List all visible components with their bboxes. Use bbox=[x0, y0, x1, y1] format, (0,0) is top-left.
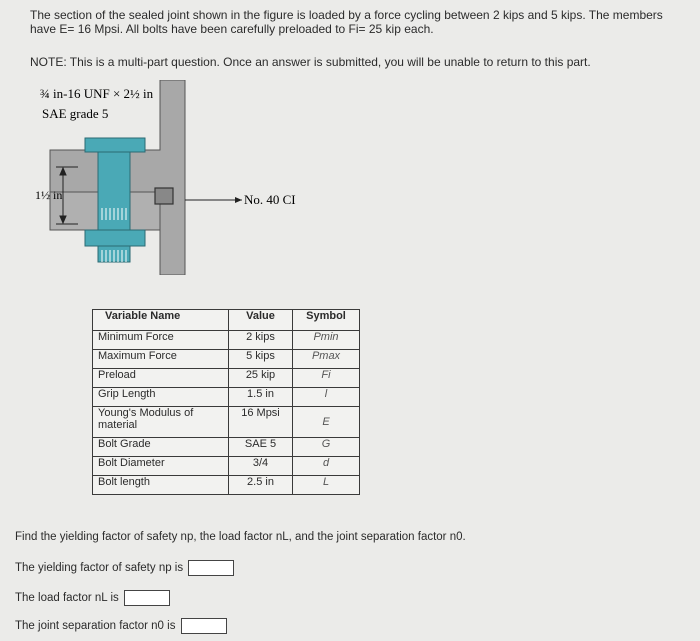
table-row bbox=[93, 369, 360, 388]
nut-icon bbox=[85, 230, 145, 246]
row-symbol: Fi bbox=[293, 369, 360, 388]
row-symbol: L bbox=[293, 476, 360, 495]
load-factor-input[interactable] bbox=[124, 590, 170, 606]
grade-label: SAE grade 5 bbox=[42, 106, 109, 121]
question-load-factor bbox=[15, 590, 170, 606]
row-value: 16 Mpsi bbox=[229, 407, 293, 438]
row-symbol: G bbox=[293, 438, 360, 457]
header-value: Value bbox=[229, 310, 293, 331]
question-separation-label: The joint separation factor n0 is bbox=[15, 620, 176, 633]
table-row bbox=[93, 388, 360, 407]
problem-line-2: have E= 16 Mpsi. All bolts have been carefully preloaded to Fi= 25 kip each. bbox=[30, 22, 434, 36]
table-row bbox=[93, 350, 360, 369]
question-load-label: The load factor nL is bbox=[15, 592, 119, 605]
row-name: Preload bbox=[93, 369, 229, 388]
table-row bbox=[93, 457, 360, 476]
row-name: Minimum Force bbox=[93, 331, 229, 350]
row-value: SAE 5 bbox=[229, 438, 293, 457]
note-text: NOTE: This is a multi-part question. Once an answer is submitted, you will be unable to return to this part. bbox=[30, 55, 591, 69]
bolted-joint-figure bbox=[30, 80, 360, 280]
row-value: 3/4 bbox=[229, 457, 293, 476]
question-yield-label: The yielding factor of safety np is bbox=[15, 562, 184, 575]
row-name: Grip Length bbox=[93, 388, 229, 407]
row-value: 5 kips bbox=[229, 350, 293, 369]
row-value: 2.5 in bbox=[229, 476, 293, 495]
question-separation-factor bbox=[15, 618, 227, 634]
row-value: 25 kip bbox=[229, 369, 293, 388]
row-symbol: d bbox=[293, 457, 360, 476]
header-symbol: Symbol bbox=[293, 310, 360, 331]
gasket-square-icon bbox=[155, 188, 173, 204]
grip-label: 1½ in bbox=[35, 188, 63, 202]
bolt-spec-label: ¾ in-16 UNF × 2½ in bbox=[40, 86, 154, 101]
bolt-head-icon bbox=[85, 138, 145, 152]
member-label: No. 40 CI bbox=[244, 192, 296, 207]
row-symbol: Pmax bbox=[293, 350, 360, 369]
row-value: 2 kips bbox=[229, 331, 293, 350]
row-symbol: Pmin bbox=[293, 331, 360, 350]
variables-table bbox=[92, 309, 360, 495]
table-row bbox=[93, 476, 360, 495]
problem-line-1: The section of the sealed joint shown in the figure is loaded by a force cycling between 2 kips and 5 kips. The members bbox=[30, 8, 663, 22]
question-intro: Find the yielding factor of safety np, the load factor nL, and the joint separation factor n0. bbox=[15, 531, 466, 543]
separation-factor-input[interactable] bbox=[181, 618, 227, 634]
row-value: 1.5 in bbox=[229, 388, 293, 407]
table-row bbox=[93, 438, 360, 457]
row-name: Bolt length bbox=[93, 476, 229, 495]
yield-factor-input[interactable] bbox=[188, 560, 234, 576]
table-row bbox=[93, 331, 360, 350]
row-name: Bolt Grade bbox=[93, 438, 229, 457]
header-variable-name: Variable Name bbox=[93, 310, 229, 331]
row-symbol: l bbox=[293, 388, 360, 407]
table-row bbox=[93, 407, 360, 438]
row-name: Maximum Force bbox=[93, 350, 229, 369]
row-name: Young's Modulus of material bbox=[93, 407, 229, 438]
row-name: Bolt Diameter bbox=[93, 457, 229, 476]
row-symbol: E bbox=[293, 407, 360, 438]
question-yield-factor bbox=[15, 560, 234, 576]
problem-statement bbox=[30, 8, 700, 36]
